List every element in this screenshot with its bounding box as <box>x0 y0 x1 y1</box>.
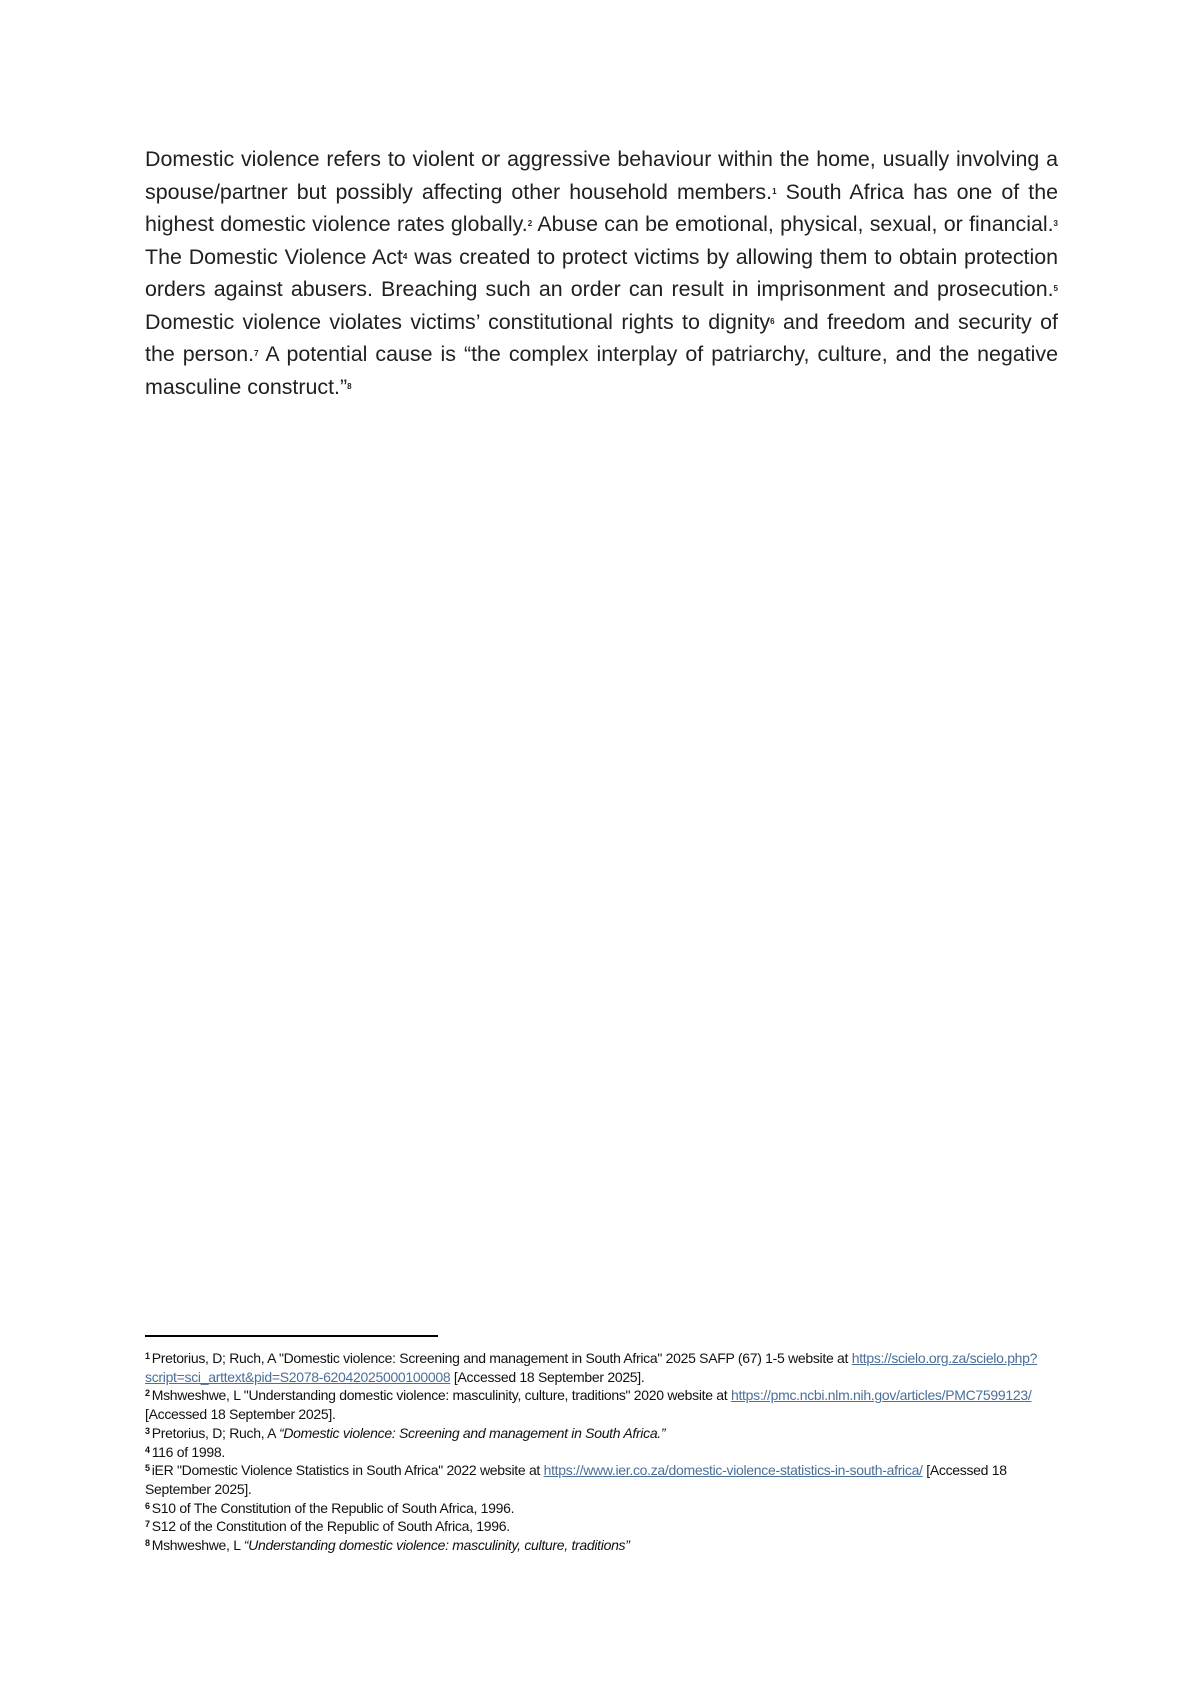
footnote-mark: 2 <box>145 1388 150 1399</box>
footnote-mark: 6 <box>145 1500 150 1511</box>
body-text-segment: The Domestic Violence Act <box>145 244 403 269</box>
body-text-segment: A potential cause is “the complex interplay of patriarchy, culture, and the negative masculine construct.” <box>145 342 1058 399</box>
footnote-mark: 3 <box>145 1425 150 1436</box>
footnote-6 <box>145 1499 1065 1518</box>
footnote-separator <box>145 1335 438 1337</box>
footnote-reference-1[interactable]: 1 <box>772 186 777 196</box>
body-text-segment: was created to protect victims by allowing them to obtain protection orders against abusers. Breaching such an order can result in imprisonment and prosecution. <box>145 244 1058 301</box>
footnote-text: iER "Domestic Violence Statistics in South Africa" 2022 website at <box>151 1462 544 1479</box>
footnote-5 <box>145 1461 1065 1498</box>
body-text-segment: Domestic violence refers to violent or aggressive behaviour within the home, usually involving a spouse/partner but possibly affecting other household members. <box>145 147 1058 204</box>
body-text-segment: South Africa has one of the highest domestic violence rates globally. <box>145 179 1058 236</box>
footnote-reference-8[interactable]: 8 <box>347 381 352 391</box>
footnote-8 <box>145 1536 1065 1555</box>
footnote-reference-5[interactable]: 5 <box>1053 284 1058 293</box>
footnote-text: 116 of 1998. <box>151 1443 225 1460</box>
footnote-3 <box>145 1424 1065 1443</box>
footnote-mark: 5 <box>145 1463 150 1474</box>
footnote-text: S12 of the Constitution of the Republic of South Africa, 1996. <box>151 1518 510 1535</box>
footnote-citation-title: “Understanding domestic violence: masculinity, culture, traditions” <box>243 1537 630 1554</box>
body-text-segment: and freedom and security of the person. <box>145 309 1058 366</box>
footnote-mark: 4 <box>145 1444 150 1455</box>
footnote-text: Mshweshwe, L "Understanding domestic violence: masculinity, culture, traditions" 2020 website at <box>151 1387 731 1404</box>
body-paragraph <box>145 143 1058 403</box>
footnote-citation-title: “Domestic violence: Screening and management in South Africa.” <box>278 1424 666 1441</box>
footnote-link[interactable]: https://www.ier.co.za/domestic-violence-statistics-in-south-africa/ <box>543 1462 923 1479</box>
body-text-segment: Domestic violence violates victims’ constitutional rights to dignity <box>145 309 771 334</box>
footnote-mark: 8 <box>145 1538 150 1549</box>
footnote-7 <box>145 1517 1065 1536</box>
footnote-1 <box>145 1349 1065 1386</box>
footnote-text: [Accessed 18 September 2025]. <box>145 1406 336 1423</box>
footnote-2 <box>145 1386 1065 1423</box>
footnote-reference-7[interactable]: 7 <box>254 349 259 358</box>
footnote-link[interactable]: https://scielo.org.za/scielo.php?script=sci_arttext&pid=S2078-62042025000100008 <box>145 1350 1038 1385</box>
footnote-4 <box>145 1443 1065 1462</box>
footnote-text: [Accessed 18 September 2025]. <box>145 1462 1007 1497</box>
footnote-text: [Accessed 18 September 2025]. <box>450 1368 645 1385</box>
footnote-reference-2[interactable]: 2 <box>527 219 533 228</box>
footnote-text: Pretorius, D; Ruch, A "Domestic violence: Screening and management in South Africa" 2025 SAFP (67) 1-5 website at <box>151 1350 852 1366</box>
body-text-segment: Abuse can be emotional, physical, sexual, or financial. <box>532 212 1054 236</box>
footnote-mark: 7 <box>145 1519 150 1530</box>
footnote-link[interactable]: https://pmc.ncbi.nlm.nih.gov/articles/PMC7599123/ <box>730 1387 1032 1404</box>
footnote-reference-4[interactable]: 4 <box>402 251 408 261</box>
footnote-reference-3[interactable]: 3 <box>1053 219 1058 228</box>
footnotes-section <box>145 1349 1065 1555</box>
footnote-text: Mshweshwe, L <box>151 1537 244 1554</box>
footnote-mark: 1 <box>145 1351 150 1361</box>
footnote-text: S10 of The Constitution of the Republic of South Africa, 1996. <box>151 1499 515 1516</box>
footnote-reference-6[interactable]: 6 <box>770 316 775 326</box>
footnote-text: Pretorius, D; Ruch, A <box>151 1424 279 1441</box>
